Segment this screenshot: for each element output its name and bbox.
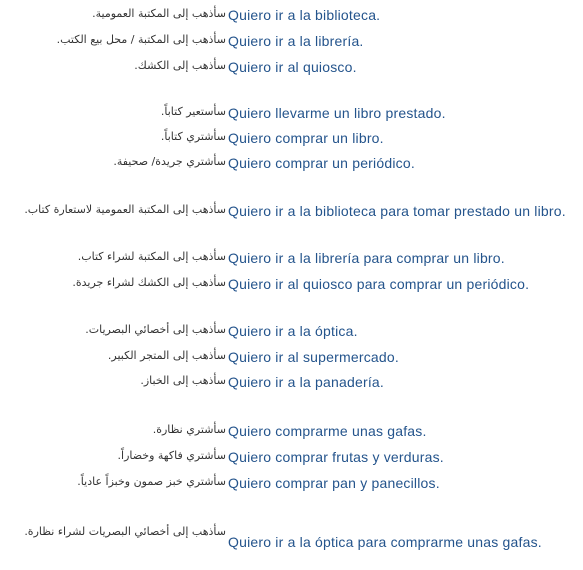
arabic-text: سأستعير كتاباً. [160, 105, 226, 118]
spanish-text: Quiero ir a la óptica para comprarme unas gafas. [228, 534, 542, 550]
arabic-text: سأذهب إلى المكتبة لشراء كتاب. [77, 250, 226, 263]
phrase-row [0, 152, 583, 174]
phrase-row [0, 472, 583, 494]
phrase-row [0, 346, 583, 368]
spanish-text: Quiero ir a la panadería. [228, 374, 384, 390]
phrase-row [0, 420, 583, 442]
spanish-text: Quiero comprar frutas y verduras. [228, 449, 444, 465]
phrase-row [0, 273, 583, 295]
spanish-text: Quiero comprar un periódico. [228, 155, 415, 171]
arabic-text: سأشتري خبز صمون وخبزاً عادياً. [77, 475, 226, 488]
arabic-text: سأذهب إلى المكتبة / محل بيع الكتب. [56, 33, 226, 46]
spanish-text: Quiero ir a la biblioteca. [228, 7, 381, 23]
arabic-text: سأذهب إلى المتجر الكبير. [107, 349, 226, 362]
spanish-text: Quiero comprar un libro. [228, 130, 384, 146]
arabic-text: سأذهب إلى الخباز. [140, 374, 226, 387]
spanish-text: Quiero ir al supermercado. [228, 349, 399, 365]
spanish-text: Quiero comprarme unas gafas. [228, 423, 427, 439]
spanish-text: Quiero ir a la biblioteca para tomar prestado un libro. [228, 203, 566, 219]
spanish-text: Quiero ir a la óptica. [228, 323, 358, 339]
phrase-row [0, 522, 583, 553]
spanish-text: Quiero ir al quiosco para comprar un periódico. [228, 276, 530, 292]
phrase-row [0, 127, 583, 149]
arabic-text: سأشتري نظارة. [152, 423, 226, 436]
phrase-row [0, 200, 583, 222]
phrase-row [0, 371, 583, 393]
spanish-text: Quiero ir al quiosco. [228, 59, 357, 75]
arabic-text: سأشتري كتاباً. [160, 130, 226, 143]
arabic-text: سأذهب إلى الكشك. [134, 59, 226, 72]
arabic-text: سأشتري فاكهة وخضاراً. [117, 449, 226, 462]
arabic-text: سأذهب إلى الكشك لشراء جريدة. [72, 276, 226, 289]
spanish-text: Quiero ir a la librería. [228, 33, 364, 49]
phrase-row [0, 247, 583, 269]
arabic-text: سأشتري جريدة/ صحيفة. [113, 155, 226, 168]
spanish-text: Quiero llevarme un libro prestado. [228, 105, 446, 121]
spanish-text: Quiero ir a la librería para comprar un libro. [228, 250, 505, 266]
arabic-text: سأذهب إلى المكتبة العمومية لاستعارة كتاب. [24, 203, 226, 216]
spanish-text: Quiero comprar pan y panecillos. [228, 475, 440, 491]
phrase-row [0, 320, 583, 342]
phrase-row [0, 102, 583, 124]
arabic-text: سأذهب إلى المكتبة العمومية. [92, 7, 226, 20]
phrase-row [0, 56, 583, 78]
phrase-row [0, 30, 583, 52]
arabic-text: سأذهب إلى أخصائي البصريات. [85, 323, 226, 336]
phrase-row [0, 446, 583, 468]
arabic-text: سأذهب إلى أخصائي البصريات لشراء نظارة. [24, 525, 226, 538]
phrase-row [0, 4, 583, 26]
